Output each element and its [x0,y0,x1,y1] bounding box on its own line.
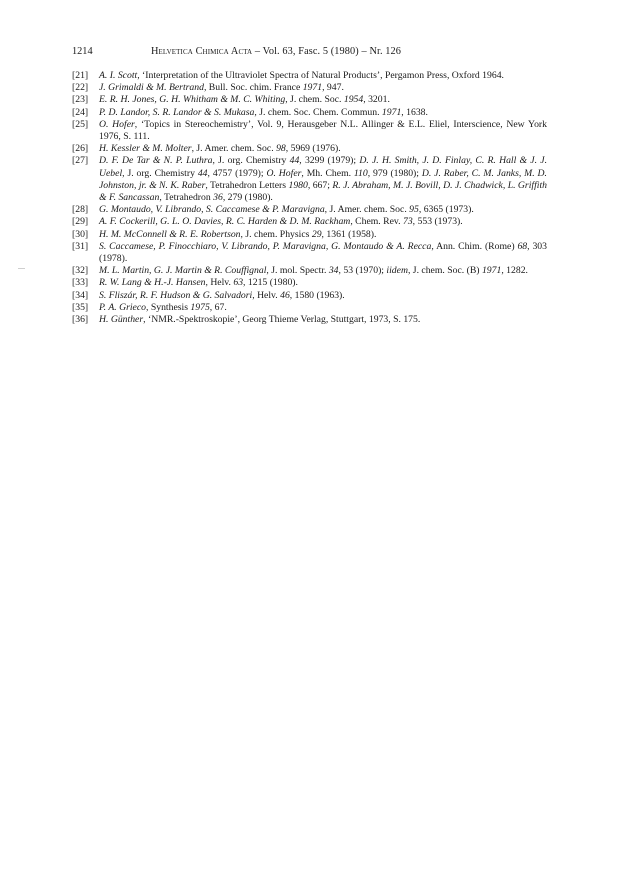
reference-item [72,94,547,106]
reference-segment: , Ann. Chim. (Rome) [431,240,518,252]
header-separator: – [358,46,370,57]
reference-item [72,277,547,289]
reference-italic-segment: 1980 [288,179,308,191]
reference-segment: , J. Amer. chem. Soc. [324,204,410,216]
running-header [72,44,547,60]
reference-text [99,265,547,277]
reference-item [72,265,547,277]
reference-text [99,107,547,119]
reference-italic-segment: E. R. H. Jones, G. H. Whitham & M. C. Whiting [99,94,286,106]
reference-italic-segment: 29 [311,228,322,240]
reference-italic-segment: O. Hofer [266,167,302,179]
reference-segment: , Chem. Rev. [350,216,403,228]
reference-segment: , Synthesis [146,301,191,313]
reference-number: [27] [72,155,89,167]
reference-segment: , Tetrahedron [159,192,214,204]
reference-italic-segment: O. Hofer [99,118,135,130]
reference-item [72,82,547,94]
reference-italic-segment: 95 [409,204,419,216]
reference-number: [29] [72,216,89,228]
reference-italic-segment: 34 [328,265,339,277]
reference-italic-segment: G. Montaudo, V. Librando, S. Caccamese & P. Maravigna [99,204,325,216]
reference-italic-segment: 1975 [190,301,210,313]
reference-text [99,241,547,265]
reference-segment: , 5969 (1976). [285,143,341,155]
reference-segment: , 3201. [363,94,390,106]
reference-number: [24] [72,106,89,118]
reference-number: [35] [72,301,89,313]
reference-segment: , ‘Interpretation of the Ultraviolet Spectra of Natural Products’, Pergamon Press, Oxford 1964. [137,70,504,81]
reference-text [99,290,547,302]
reference-italic-segment: H. Kessler & M. Molter [99,143,192,155]
reference-item [72,229,547,241]
reference-number: [21] [72,70,89,81]
reference-italic-segment: D. F. De Tar & N. P. Luthra [99,155,213,167]
reference-item [72,204,547,216]
reference-segment: , ‘NMR.-Spektroskopie’, Georg Thieme Verlag, Stuttgart, 1973, S. 175. [143,314,421,326]
reference-segment: , ‘Topics in Stereochemistry’, Vol. 9, Herausgeber N.L. Allinger & E.L. Eliel, Interscience, New York 1976, S. 111. [99,118,547,143]
reference-italic-segment: D. J. H. Smith, J. D. Finlay, C. R. Hall & J. J. Uebel [99,155,547,179]
reference-italic-segment: R. W. Lang & H.-J. Hansen [99,277,206,289]
reference-italic-segment: S. Caccamese, P. Finocchiaro, V. Librando, P. Maravigna, G. Montaudo & A. Recca [99,240,432,252]
article-number: Nr. 126 [369,46,402,57]
reference-italic-segment: H. M. McConnell & R. E. Robertson [99,228,241,240]
reference-italic-segment: M. L. Martin, G. J. Martin & R. Couffignal [99,265,267,277]
reference-number: [30] [72,228,89,240]
reference-item [72,143,547,155]
reference-italic-segment: A. I. Scott [99,70,138,81]
reference-item [72,290,547,302]
reference-italic-segment: 98 [276,143,286,155]
reference-italic-segment: 1971 [481,265,502,277]
reference-italic-segment: 44 [197,167,208,179]
reference-number: [28] [72,204,89,216]
reference-italic-segment: R. J. Abraham, M. J. Bovill, D. J. Chadwick, L. Griffith & F. Sancassan [99,179,548,204]
reference-text [99,229,547,241]
reference-segment: , Tetrahedron Letters [205,179,289,191]
reference-italic-segment: A. F. Cockerill, G. L. O. Davies, R. C. Harden & D. M. Rackham [99,216,351,228]
reference-segment: , Bull. Soc. chim. France [203,82,303,94]
reference-italic-segment: iidem [386,265,408,277]
reference-segment: , 667; [307,179,333,191]
reference-italic-segment: 44 [289,155,300,167]
reference-item [72,107,547,119]
reference-segment: , 553 (1973). [412,216,463,228]
reference-italic-segment: P. A. Grieco [99,301,146,313]
page-number: 1214 [72,46,93,57]
reference-italic-segment: 1971 [381,106,402,118]
volume-info: Vol. 63, Fasc. 5 (1980) [262,46,359,57]
reference-item [72,241,547,265]
reference-number: [23] [72,94,89,106]
reference-italic-segment: H. Günther [99,314,144,326]
reference-segment: , 67. [209,301,227,313]
reference-italic-segment: 46 [280,289,290,301]
reference-italic-segment: J. Grimaldi & M. Bertrand [99,82,204,94]
reference-number: [22] [72,82,89,94]
reference-segment: , J. mol. Spectr. [266,265,329,277]
reference-italic-segment: S. Fliszár, R. F. Hudson & G. Salvadori [99,289,253,301]
reference-list [72,70,547,326]
reference-segment: , 1282. [501,265,528,277]
reference-text [99,82,547,94]
reference-item [72,302,547,314]
reference-item [72,314,547,326]
reference-item [72,216,547,228]
reference-text [99,70,547,82]
reference-text [99,204,547,216]
reference-text [99,302,547,314]
reference-italic-segment: P. D. Landor, S. R. Landor & S. Mukasa [99,106,255,118]
reference-segment: , Helv. [252,289,281,301]
reference-segment: , J. chem. Soc. [285,94,344,106]
reference-item [72,70,547,82]
reference-text [99,119,547,143]
reference-segment: , J. org. Chemistry [212,155,290,167]
reference-segment: , 279 (1980). [222,192,273,204]
reference-segment: , 979 (1980); [367,167,422,179]
reference-segment: , 4757 (1979); [207,167,267,179]
reference-number: [36] [72,314,89,326]
reference-text [99,94,547,106]
reference-segment: , J. chem. Soc. Chem. Commun. [254,106,382,118]
journal-line [151,44,401,60]
reference-number: [33] [72,277,89,289]
reference-italic-segment: 68 [517,240,528,252]
margin-mark [18,268,25,269]
reference-segment: , 3299 (1979); [299,155,360,167]
reference-italic-segment: 1971 [302,82,323,94]
reference-number: [32] [72,265,89,277]
reference-text [99,277,547,289]
reference-number: [25] [72,118,89,130]
reference-segment: , J. chem. Physics [240,228,312,240]
reference-italic-segment: 1954 [343,94,364,106]
reference-item [72,155,547,204]
reference-italic-segment: 110 [353,167,368,179]
reference-segment: , 947. [322,82,344,94]
header-separator: – [252,46,263,57]
reference-italic-segment: 63 [233,277,244,289]
reference-segment: , 303 (1978). [99,240,547,265]
reference-text [99,216,547,228]
reference-number: [31] [72,240,89,252]
reference-italic-segment: 73 [402,216,413,228]
reference-segment: , Mh. Chem. [301,167,354,179]
reference-segment: , 1580 (1963). [289,289,345,301]
reference-number: [34] [72,289,89,301]
reference-segment: , 1215 (1980). [243,277,298,289]
reference-italic-segment: D. J. Raber, C. M. Janks, M. D. Johnston, jr. & N. K. Raber [99,167,547,191]
reference-item [72,119,547,143]
reference-segment: , J. Amer. chem. Soc. [191,143,277,155]
reference-segment: , J. chem. Soc. (B) [407,265,482,277]
reference-italic-segment: 36 [213,192,223,204]
reference-text [99,314,547,326]
reference-segment: , 6365 (1973). [418,204,474,216]
journal-name: Helvetica Chimica Acta [151,46,253,57]
reference-segment: , 53 (1970); [338,265,387,277]
reference-text [99,155,547,204]
reference-segment: , 1361 (1958). [321,228,377,240]
reference-segment: , Helv. [205,277,234,289]
reference-text [99,143,547,155]
reference-number: [26] [72,143,89,155]
reference-segment: , 1638. [401,106,428,118]
reference-segment: , J. org. Chemistry [122,167,198,179]
